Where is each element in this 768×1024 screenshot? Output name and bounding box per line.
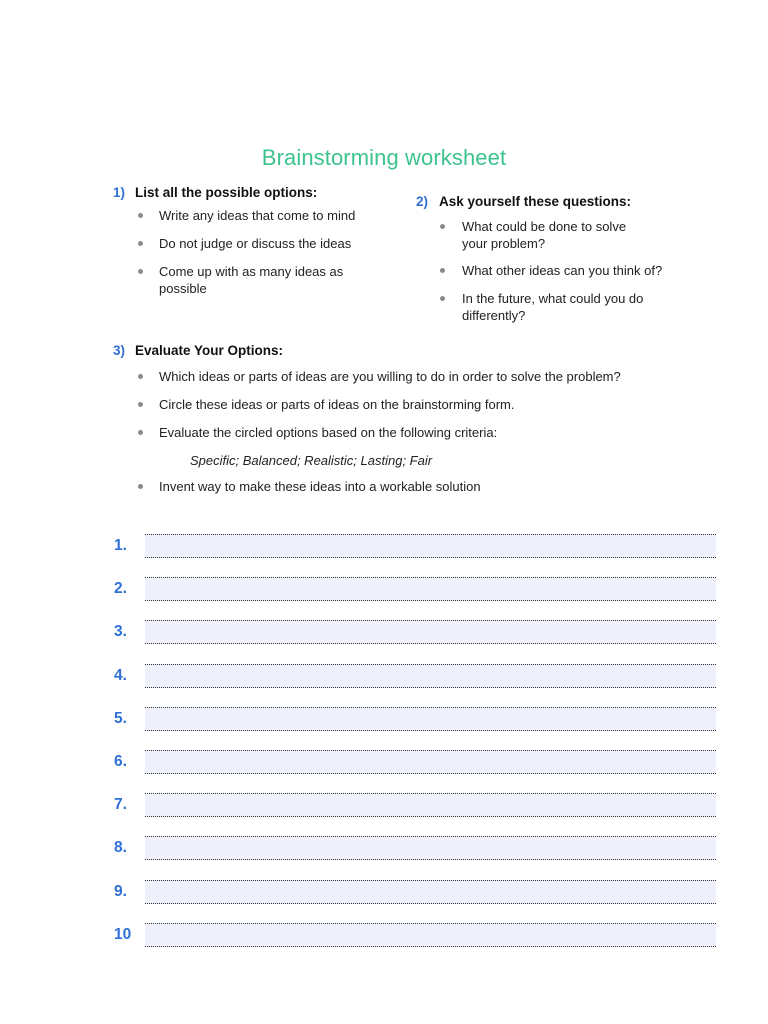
- line-row: [110, 879, 716, 922]
- list-item: [113, 207, 393, 224]
- list-item-text: Circle these ideas or parts of ideas on the brainstorming form.: [159, 397, 515, 412]
- line-number: 1.: [114, 537, 127, 554]
- list-item: [416, 290, 672, 324]
- writing-line[interactable]: [145, 923, 716, 947]
- list-item-text: Do not judge or discuss the ideas: [159, 236, 352, 251]
- line-row: [110, 619, 716, 662]
- list-item-text: Write any ideas that come to mind: [159, 208, 356, 223]
- writing-line[interactable]: [145, 707, 716, 731]
- list-item: [113, 424, 713, 441]
- bullet-icon: [440, 296, 445, 301]
- list-item: [416, 262, 716, 279]
- section-heading: [113, 343, 713, 358]
- list-item-text: Invent way to make these ideas into a workable solution: [159, 479, 481, 494]
- list-item: [113, 263, 359, 297]
- bullet-icon: [138, 374, 143, 379]
- list-item: [113, 396, 713, 413]
- section-title: Evaluate Your Options:: [135, 343, 284, 358]
- bullet-icon: [138, 269, 143, 274]
- writing-line[interactable]: [145, 880, 716, 904]
- list-item: [113, 235, 393, 252]
- section-questions: [416, 194, 716, 324]
- section-list-options: [113, 185, 393, 297]
- line-row: [110, 663, 716, 706]
- line-row: [110, 835, 716, 878]
- section-evaluate: [113, 343, 713, 503]
- writing-line[interactable]: [145, 750, 716, 774]
- section-title: Ask yourself these questions:: [439, 194, 632, 209]
- list-item-text: What could be done to solve your problem?: [462, 219, 627, 251]
- section-number: 1): [113, 185, 126, 200]
- section-number: 2): [416, 194, 429, 209]
- bullet-icon: [138, 402, 143, 407]
- page-title: Brainstorming worksheet: [261, 145, 507, 170]
- line-row: [110, 533, 716, 576]
- writing-line[interactable]: [145, 534, 716, 558]
- list-item: [113, 368, 713, 385]
- writing-line[interactable]: [145, 577, 716, 601]
- numbered-lines: [110, 533, 716, 965]
- bullet-icon: [138, 430, 143, 435]
- line-row: [110, 706, 716, 749]
- bullet-icon: [138, 241, 143, 246]
- line-number: 2.: [114, 580, 127, 598]
- line-number: 5.: [114, 709, 127, 727]
- line-number: 8.: [114, 839, 127, 857]
- line-row: [110, 749, 716, 792]
- list-item-text: What other ideas can you think of?: [462, 263, 663, 278]
- line-row: [110, 576, 716, 619]
- bullet-list: [113, 368, 713, 495]
- writing-line[interactable]: [145, 620, 716, 644]
- line-number: 10: [114, 925, 132, 943]
- line-number: 9.: [114, 882, 127, 900]
- criteria-text: Specific; Balanced; Realistic; Lasting; Fair: [190, 453, 433, 468]
- bullet-icon: [440, 224, 445, 229]
- line-number: 6.: [114, 752, 127, 770]
- list-item-text: In the future, what could you do differently?: [462, 291, 644, 323]
- bullet-list: [113, 207, 393, 297]
- writing-line[interactable]: [145, 836, 716, 860]
- bullet-icon: [138, 484, 143, 489]
- line-row: [110, 792, 716, 835]
- list-item-text: Evaluate the circled options based on the following criteria:: [159, 425, 498, 440]
- section-heading: [113, 185, 393, 200]
- list-item-text: Which ideas or parts of ideas are you willing to do in order to solve the problem?: [159, 369, 621, 384]
- list-item: [113, 478, 713, 495]
- line-row: [110, 922, 716, 965]
- bullet-icon: [138, 213, 143, 218]
- section-title: List all the possible options:: [135, 185, 318, 200]
- line-number: 3.: [114, 623, 127, 641]
- line-number: 7.: [114, 796, 127, 814]
- line-number: 4.: [114, 666, 127, 684]
- bullet-list: [416, 218, 716, 324]
- bullet-icon: [440, 268, 445, 273]
- list-item: [416, 218, 652, 252]
- writing-line[interactable]: [145, 664, 716, 688]
- section-heading: [416, 194, 716, 209]
- writing-line[interactable]: [145, 793, 716, 817]
- list-item-text: Come up with as many ideas as possible: [159, 264, 344, 296]
- section-number: 3): [113, 343, 126, 358]
